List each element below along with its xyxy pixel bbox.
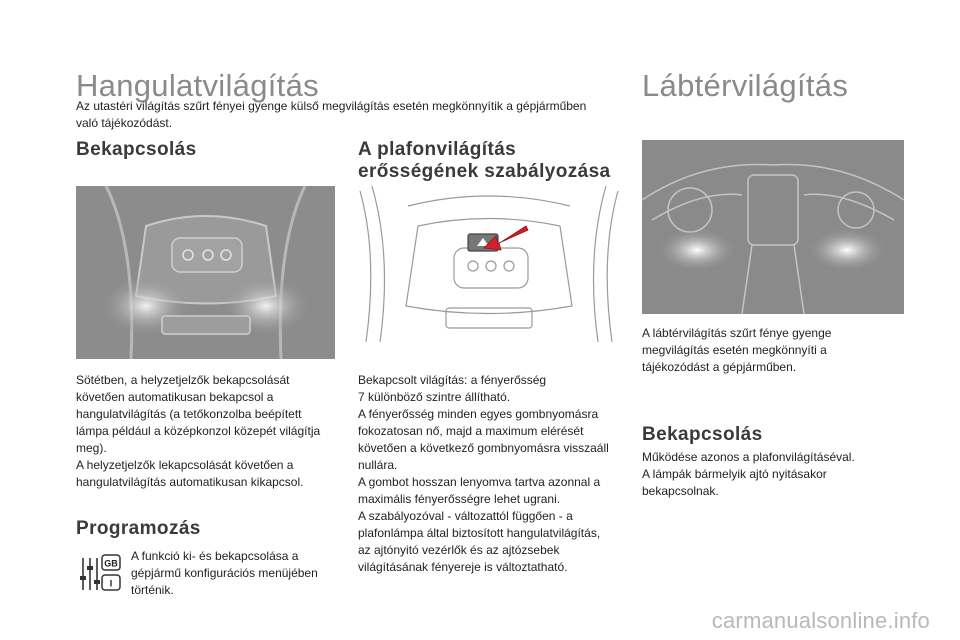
page-title-labtervilagitas: Lábtérvilágítás (642, 68, 849, 103)
bekapcsolas-right-paragraph: A lámpák bármelyik ajtó nyitásakor bekapcsolnak. (642, 467, 827, 498)
badge-i: I (109, 578, 113, 589)
section-title-plafonvilagitas: A plafonvilágítás erősségének szabályozása (358, 139, 611, 182)
section-title-programozas: Programozás (76, 518, 201, 539)
plafonvilagitas-paragraph: A szabályozóval - változattól függően - a plafonlámpa által biztosított hangulatvilágítás, az ajtónyitó vezérlők és az ajtózsebek világításának fényereje is változtatható. (358, 509, 601, 574)
bekapcsolas-left-paragraph: A helyzetjelzők lekapcsolását követően a hangulatvilágítás automatikusan kikapcsol. (76, 458, 304, 489)
section-title-bekapcsolas-left: Bekapcsolás (76, 139, 197, 160)
watermark-link[interactable]: carmanualsonline.info (711, 608, 930, 633)
overhead-console-photo (76, 186, 335, 359)
plafonvilagitas-text (358, 372, 628, 576)
labtervilagitas-text: A lábtérvilágítás szűrt fénye gyenge megvilágítás esetén megkönnyíti a tájékozódást a gépjárműben. (642, 326, 832, 374)
bekapcsolas-right-paragraph: Működése azonos a plafonvilágításéval. (642, 450, 855, 464)
bekapcsolas-left-paragraph: Sötétben, a helyzetjelzők bekapcsolását követően automatikusan bekapcsol a hangulatvilágítás (a tetőkonzolba beépített lámpa például a középkonzol közepét világítja meg). (76, 373, 321, 455)
plafonvilagitas-paragraph: A fényerősség minden egyes gombnyomásra fokozatosan nő, majd a maximum elérését követően a következő gombnyomásra visszaáll nullára. (358, 407, 609, 472)
programozas-text: A funkció ki- és bekapcsolása a gépjármű konfigurációs menüjében történik. (131, 549, 318, 597)
dimmer-button-diagram (358, 186, 620, 342)
plafonvilagitas-paragraph: A gombot hosszan lenyomva tartva azonnal a maximális fényerősségre lehet ugrani. (358, 475, 601, 506)
badge-gb: GB (104, 558, 118, 569)
page-title-hangulatvilagitas: Hangulatvilágítás (76, 68, 319, 103)
plafonvilagitas-paragraph: Bekapcsolt világítás: a fényerősség 7 különböző szintre állítható. (358, 373, 547, 404)
intro-text: Az utastéri világítás szűrt fényei gyenge külső megvilágítás esetén megkönnyítik a gépjárműben való tájékozódást. (76, 99, 587, 130)
footwell-light-photo (642, 140, 904, 314)
settings-menu-icon (78, 552, 122, 594)
bekapcsolas-left-text (76, 372, 336, 491)
section-title-bekapcsolas-right: Bekapcsolás (642, 424, 763, 445)
bekapcsolas-right-text (642, 449, 912, 500)
